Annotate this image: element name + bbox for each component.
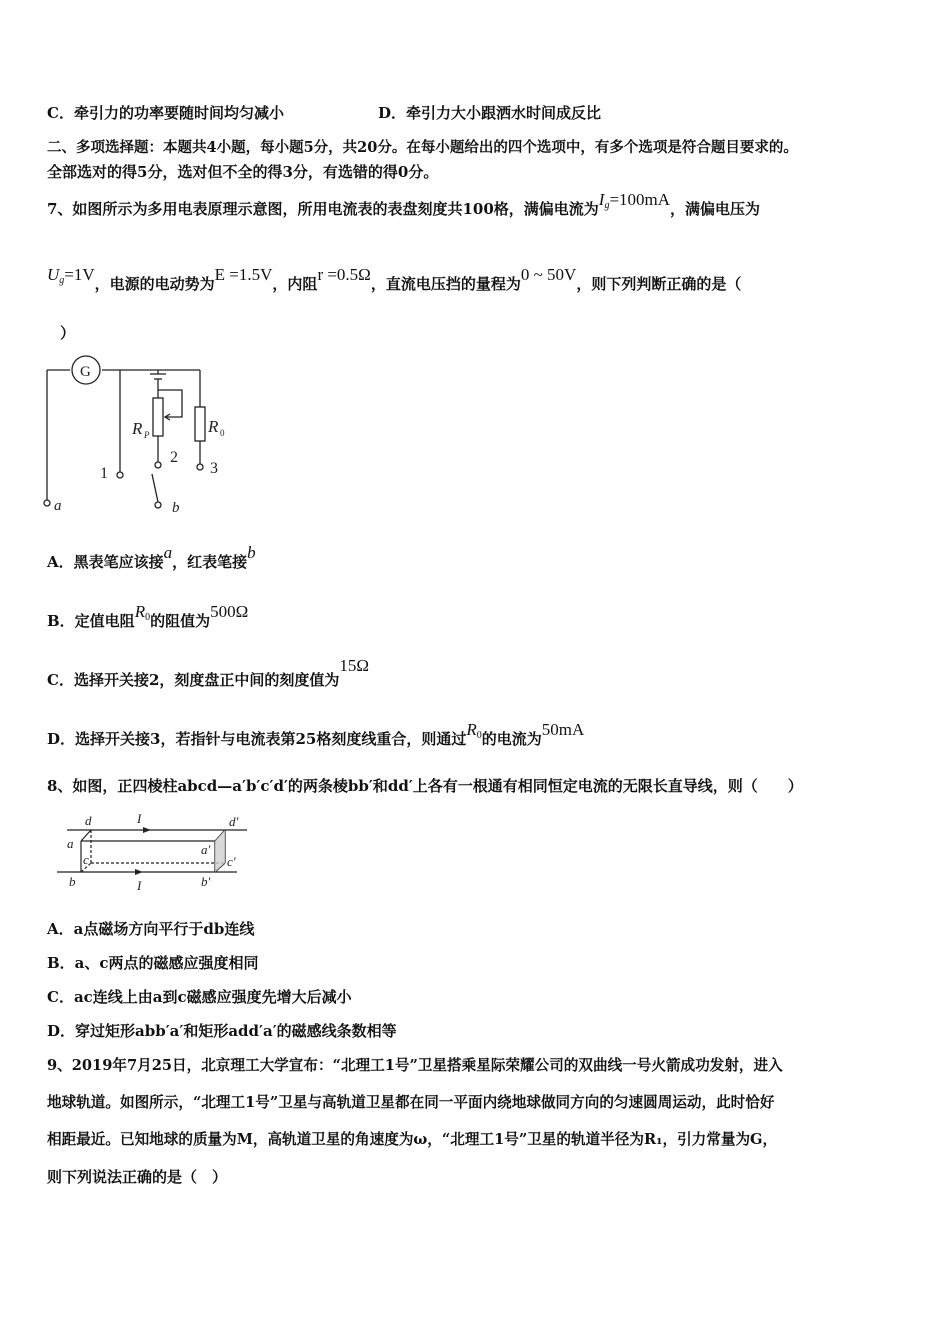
q8-prism-diagram	[55, 808, 265, 896]
terminal-2-dot	[155, 462, 161, 468]
q7-option-b: B．定值电阻$R_0$的阻值为500Ω	[47, 602, 249, 630]
rp-sub-label: P	[144, 430, 150, 440]
current-label-bottom: I	[137, 878, 142, 893]
q7-option-a: A．黑表笔应该接a，红表笔接b	[47, 543, 256, 571]
label-b-prime: b′	[201, 874, 211, 889]
galvanometer-label: G	[80, 364, 91, 380]
q7-stem-line1	[47, 190, 761, 225]
q7-ug-math: $U_g=1V$	[47, 265, 95, 286]
terminal-1-label: 1	[100, 465, 108, 482]
q7-stem-text-b: ，满偏电压为	[670, 200, 761, 218]
q7-stem-text-a: 7、如图所示为多用电表原理示意图，所用电流表的表盘刻度共100格，满偏电流为	[47, 200, 599, 218]
q8-option-b: B．a、c两点的磁感应强度相同	[47, 954, 259, 972]
rheostat-symbol	[153, 398, 163, 436]
label-a: a	[67, 836, 74, 851]
terminal-a-dot	[44, 500, 50, 506]
label-c: c	[83, 852, 89, 867]
section-header-line1: 二、多项选择题：本题共4小题，每小题5分，共20分。在每小题给出的四个选项中，有多个选项是符合题目要求的。	[47, 139, 798, 156]
q7-range-math: 0 ~ 50V	[520, 265, 577, 284]
label-a-prime: a′	[201, 842, 211, 857]
prev-option-c: C．牵引力的功率要随时间均匀减小	[47, 104, 284, 122]
q7-ig-math: $I_g=100mA$	[598, 190, 671, 211]
label-d-prime: d′	[229, 814, 239, 829]
terminal-a-label: a	[54, 498, 62, 514]
terminal-3-dot	[197, 464, 203, 470]
q8-option-d: D．穿过矩形abb′a′和矩形add′a′的磁感线条数相等	[47, 1022, 397, 1040]
prev-option-d: D．牵引力大小跟洒水时间成反比	[378, 104, 602, 122]
q8-option-a: A．a点磁场方向平行于db连线	[47, 920, 255, 938]
q9-stem-line2: 地球轨道。如图所示，“北理工1号”卫星与高轨道卫星都在同一平面内绕地球做同方向的匀速圆周运动，此时恰好	[47, 1094, 775, 1111]
terminal-2-label: 2	[170, 449, 178, 466]
section-header-line2: 全部选对的得5分，选对但不全的得3分，有选错的得0分。	[47, 163, 439, 181]
rp-label: R	[132, 419, 143, 438]
q7-r-math: r =0.5Ω	[317, 265, 371, 284]
q9-stem-line1: 9、2019年7月25日，北京理工大学宣布：“北理工1号”卫星搭乘星际荣耀公司的双曲线一号火箭成功发射，进入	[47, 1057, 783, 1074]
q9-stem-line3: 相距最近。已知地球的质量为M，高轨道卫星的角速度为ω，“北理工1号”卫星的轨道半径为R₁，引力常量为G，	[47, 1131, 778, 1148]
label-c-prime: c′	[227, 854, 236, 869]
terminal-1-dot	[117, 472, 123, 478]
q7-stem-line3: ）	[60, 324, 76, 342]
q7-option-d: D．选择开关接3，若指针与电流表第25格刻度线重合，则通过$R_0$的电流为50mA	[47, 720, 585, 748]
r0-sub-label: 0	[220, 428, 225, 438]
terminal-b-label: b	[172, 500, 180, 516]
q7-circuit-diagram	[40, 352, 240, 522]
q9-stem-line4: 则下列说法正确的是（ ）	[47, 1168, 228, 1186]
label-b: b	[69, 874, 76, 889]
r0-resistor-symbol	[195, 407, 205, 441]
q7-emf-math: E =1.5V	[214, 265, 273, 284]
label-d: d	[85, 813, 92, 828]
r0-label: R	[208, 417, 219, 436]
q8-stem: 8、如图，正四棱柱abcd—a′b′c′d′的两条棱bb′和dd′上各有一根通有相同恒定电流的无限长直导线，则（ ）	[47, 777, 803, 795]
terminal-3-label: 3	[210, 460, 218, 477]
q8-option-c: C．ac连线上由a到c磁感应强度先增大后减小	[47, 988, 352, 1006]
q7-stem-line2: $U_g=1V$，电源的电动势为E =1.5V，内阻r =0.5Ω，直流电压挡的量程为0 ~ 50V，则下列判断正确的是（	[47, 265, 742, 293]
q7-option-c: C．选择开关接2，刻度盘正中间的刻度值为15Ω	[47, 656, 370, 689]
current-label-top: I	[137, 811, 142, 826]
terminal-b-dot	[155, 502, 161, 508]
